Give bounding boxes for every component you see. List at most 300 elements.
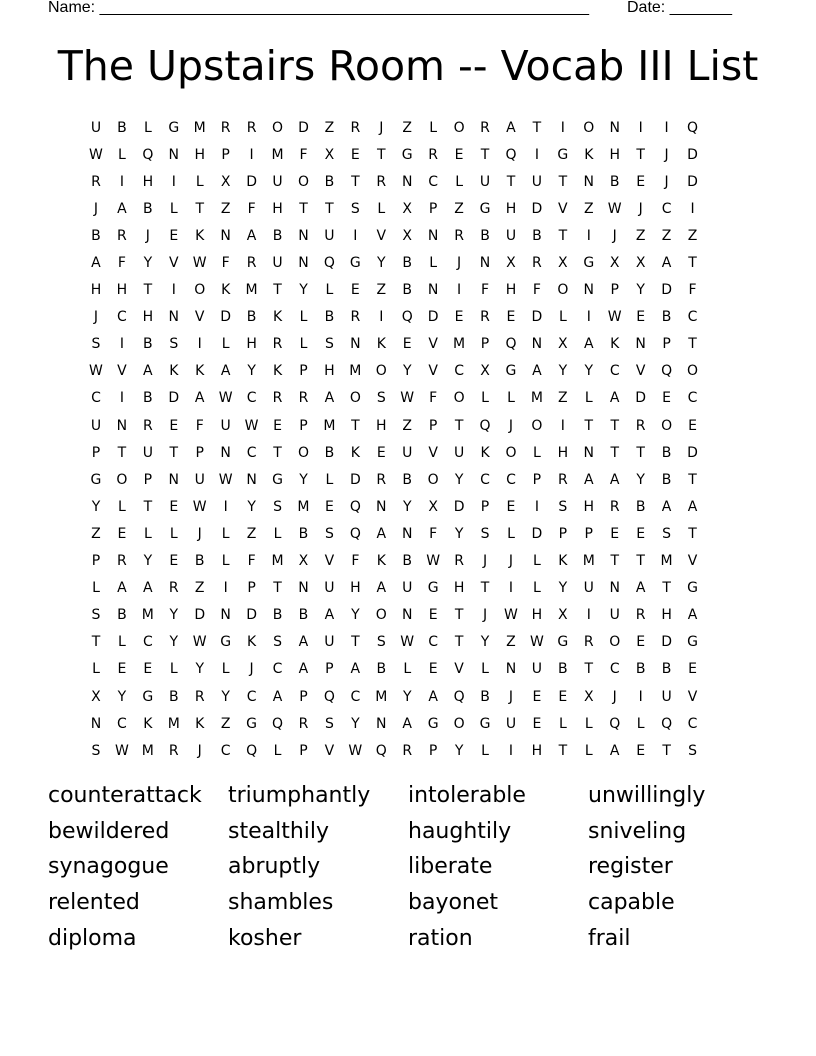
- grid-letter[interactable]: K: [272, 363, 283, 380]
- grid-letter[interactable]: P: [299, 363, 308, 380]
- grid-letter[interactable]: G: [427, 715, 439, 732]
- grid-letter[interactable]: U: [142, 444, 153, 461]
- grid-letter[interactable]: N: [116, 417, 128, 434]
- grid-letter[interactable]: W: [114, 742, 129, 759]
- grid-letter[interactable]: N: [635, 336, 646, 353]
- grid-letter[interactable]: E: [324, 498, 334, 515]
- grid-letter[interactable]: C: [480, 471, 490, 488]
- grid-letter[interactable]: C: [142, 634, 153, 651]
- grid-letter[interactable]: L: [143, 525, 152, 542]
- grid-letter[interactable]: T: [584, 417, 594, 434]
- grid-letter[interactable]: E: [117, 661, 127, 678]
- grid-letter[interactable]: X: [558, 255, 568, 272]
- grid-letter[interactable]: E: [506, 498, 516, 515]
- grid-letter[interactable]: O: [531, 417, 543, 434]
- grid-letter[interactable]: T: [688, 525, 697, 542]
- grid-letter[interactable]: B: [532, 227, 542, 244]
- grid-letter[interactable]: G: [557, 634, 569, 651]
- grid-letter[interactable]: O: [427, 471, 439, 488]
- grid-letter[interactable]: B: [609, 173, 620, 190]
- grid-letter[interactable]: Z: [91, 525, 101, 542]
- grid-letter[interactable]: P: [662, 336, 671, 353]
- grid-letter[interactable]: B: [324, 309, 335, 326]
- grid-letter[interactable]: R: [376, 173, 387, 190]
- grid-letter[interactable]: Y: [351, 607, 360, 624]
- grid-letter[interactable]: X: [298, 553, 309, 570]
- grid-letter[interactable]: C: [91, 390, 101, 407]
- grid-letter[interactable]: E: [532, 688, 542, 705]
- grid-letter[interactable]: B: [661, 471, 672, 488]
- grid-letter[interactable]: R: [350, 119, 361, 136]
- grid-letter[interactable]: S: [324, 715, 334, 732]
- grid-letter[interactable]: E: [688, 417, 697, 434]
- grid-letter[interactable]: C: [246, 688, 257, 705]
- grid-letter[interactable]: R: [454, 553, 464, 570]
- grid-letter[interactable]: N: [583, 282, 595, 299]
- grid-letter[interactable]: E: [117, 525, 127, 542]
- grid-letter[interactable]: F: [351, 553, 360, 570]
- grid-letter[interactable]: D: [168, 390, 180, 407]
- grid-letter[interactable]: R: [454, 227, 464, 244]
- grid-letter[interactable]: W: [192, 498, 207, 515]
- grid-letter[interactable]: W: [89, 363, 103, 380]
- grid-letter[interactable]: X: [402, 200, 413, 217]
- grid-letter[interactable]: W: [400, 634, 415, 651]
- grid-letter[interactable]: S: [350, 200, 360, 217]
- grid-letter[interactable]: K: [195, 363, 205, 380]
- grid-letter[interactable]: R: [298, 715, 309, 732]
- grid-letter[interactable]: W: [529, 634, 544, 651]
- grid-letter[interactable]: M: [582, 553, 595, 570]
- grid-letter[interactable]: X: [583, 688, 594, 705]
- grid-letter[interactable]: T: [117, 444, 127, 461]
- grid-letter[interactable]: R: [480, 309, 490, 326]
- grid-letter[interactable]: L: [169, 661, 178, 678]
- grid-letter[interactable]: O: [194, 282, 206, 299]
- grid-letter[interactable]: B: [558, 661, 568, 678]
- grid-letter[interactable]: J: [457, 255, 462, 272]
- grid-letter[interactable]: A: [635, 580, 646, 597]
- grid-letter[interactable]: J: [379, 119, 384, 136]
- grid-letter[interactable]: Q: [323, 255, 335, 272]
- grid-letter[interactable]: U: [194, 471, 205, 488]
- grid-letter[interactable]: X: [558, 607, 568, 624]
- grid-letter[interactable]: S: [480, 525, 490, 542]
- grid-letter[interactable]: P: [247, 580, 256, 597]
- grid-letter[interactable]: B: [117, 607, 127, 624]
- grid-letter[interactable]: L: [533, 553, 541, 570]
- grid-letter[interactable]: T: [558, 742, 568, 759]
- grid-letter[interactable]: N: [401, 525, 413, 542]
- grid-letter[interactable]: C: [687, 390, 698, 407]
- grid-letter[interactable]: C: [246, 444, 257, 461]
- grid-letter[interactable]: T: [169, 444, 179, 461]
- grid-letter[interactable]: Z: [402, 417, 413, 434]
- grid-letter[interactable]: A: [194, 390, 205, 407]
- grid-letter[interactable]: U: [583, 580, 594, 597]
- grid-letter[interactable]: T: [195, 200, 204, 217]
- grid-letter[interactable]: T: [506, 173, 516, 190]
- grid-letter[interactable]: J: [197, 742, 202, 759]
- grid-letter[interactable]: J: [508, 553, 514, 570]
- grid-letter[interactable]: A: [376, 580, 387, 597]
- grid-letter[interactable]: P: [221, 146, 230, 163]
- grid-letter[interactable]: E: [350, 146, 360, 163]
- grid-letter[interactable]: Q: [661, 715, 673, 732]
- grid-letter[interactable]: V: [168, 255, 179, 272]
- grid-letter[interactable]: B: [194, 553, 205, 570]
- grid-letter[interactable]: A: [661, 498, 672, 515]
- grid-letter[interactable]: T: [584, 661, 594, 678]
- grid-letter[interactable]: L: [169, 525, 178, 542]
- grid-letter[interactable]: L: [507, 525, 515, 542]
- grid-letter[interactable]: P: [299, 417, 308, 434]
- grid-letter[interactable]: X: [324, 146, 335, 163]
- grid-letter[interactable]: Z: [246, 525, 257, 542]
- grid-letter[interactable]: R: [272, 336, 283, 353]
- grid-letter[interactable]: L: [403, 661, 412, 678]
- grid-letter[interactable]: F: [481, 282, 490, 299]
- grid-letter[interactable]: S: [169, 336, 179, 353]
- grid-letter[interactable]: C: [220, 742, 231, 759]
- grid-letter[interactable]: B: [480, 688, 490, 705]
- grid-letter[interactable]: D: [246, 173, 257, 190]
- grid-letter[interactable]: E: [169, 553, 179, 570]
- grid-letter[interactable]: P: [532, 471, 542, 488]
- grid-letter[interactable]: T: [558, 227, 568, 244]
- grid-letter[interactable]: W: [426, 553, 441, 570]
- grid-letter[interactable]: T: [454, 417, 464, 434]
- grid-letter[interactable]: X: [91, 688, 101, 705]
- grid-letter[interactable]: A: [272, 688, 283, 705]
- grid-letter[interactable]: L: [481, 390, 489, 407]
- grid-letter[interactable]: B: [143, 390, 153, 407]
- grid-letter[interactable]: U: [453, 444, 465, 461]
- grid-letter[interactable]: A: [350, 661, 361, 678]
- grid-letter[interactable]: H: [272, 200, 283, 217]
- grid-letter[interactable]: E: [169, 498, 179, 515]
- grid-letter[interactable]: Y: [117, 688, 127, 705]
- grid-letter[interactable]: L: [584, 742, 593, 759]
- grid-letter[interactable]: Y: [558, 363, 568, 380]
- grid-letter[interactable]: K: [350, 444, 360, 461]
- grid-letter[interactable]: Y: [143, 255, 153, 272]
- grid-letter[interactable]: T: [636, 146, 645, 163]
- grid-letter[interactable]: I: [638, 119, 643, 136]
- grid-letter[interactable]: L: [221, 553, 230, 570]
- grid-letter[interactable]: E: [169, 417, 179, 434]
- grid-letter[interactable]: A: [402, 715, 412, 732]
- grid-letter[interactable]: A: [687, 498, 698, 515]
- grid-letter[interactable]: T: [688, 336, 697, 353]
- grid-letter[interactable]: A: [506, 119, 516, 136]
- grid-letter[interactable]: M: [271, 553, 284, 570]
- grid-letter[interactable]: N: [609, 119, 620, 136]
- grid-letter[interactable]: N: [505, 661, 517, 678]
- grid-letter[interactable]: L: [533, 580, 541, 597]
- grid-letter[interactable]: Y: [221, 688, 230, 705]
- grid-letter[interactable]: I: [119, 173, 124, 190]
- grid-letter[interactable]: M: [271, 146, 284, 163]
- grid-letter[interactable]: F: [247, 553, 256, 570]
- grid-letter[interactable]: R: [117, 227, 127, 244]
- grid-letter[interactable]: D: [246, 607, 257, 624]
- grid-letter[interactable]: Q: [272, 715, 284, 732]
- grid-letter[interactable]: U: [90, 417, 102, 434]
- grid-letter[interactable]: U: [90, 119, 102, 136]
- grid-letter[interactable]: K: [195, 715, 205, 732]
- grid-letter[interactable]: B: [298, 525, 309, 542]
- grid-letter[interactable]: B: [168, 688, 179, 705]
- grid-letter[interactable]: L: [299, 336, 308, 353]
- grid-letter[interactable]: K: [480, 444, 490, 461]
- grid-letter[interactable]: C: [506, 471, 516, 488]
- grid-letter[interactable]: K: [376, 336, 386, 353]
- grid-letter[interactable]: T: [91, 634, 101, 651]
- grid-letter[interactable]: N: [350, 336, 361, 353]
- grid-letter[interactable]: K: [143, 715, 153, 732]
- grid-letter[interactable]: R: [532, 255, 542, 272]
- grid-letter[interactable]: K: [195, 227, 205, 244]
- grid-letter[interactable]: M: [453, 336, 466, 353]
- grid-letter[interactable]: A: [91, 255, 101, 272]
- grid-letter[interactable]: I: [223, 580, 228, 597]
- grid-letter[interactable]: N: [90, 715, 102, 732]
- grid-letter[interactable]: R: [194, 688, 205, 705]
- grid-letter[interactable]: Z: [454, 200, 464, 217]
- grid-letter[interactable]: O: [116, 471, 128, 488]
- grid-letter[interactable]: U: [220, 417, 231, 434]
- grid-letter[interactable]: B: [272, 227, 283, 244]
- grid-letter[interactable]: I: [690, 200, 695, 217]
- grid-letter[interactable]: J: [482, 607, 488, 624]
- grid-letter[interactable]: P: [428, 742, 438, 759]
- grid-letter[interactable]: M: [141, 742, 154, 759]
- grid-letter[interactable]: F: [195, 417, 204, 434]
- grid-letter[interactable]: E: [610, 525, 620, 542]
- grid-letter[interactable]: A: [246, 227, 257, 244]
- grid-letter[interactable]: H: [505, 282, 517, 299]
- grid-letter[interactable]: R: [402, 742, 413, 759]
- grid-letter[interactable]: N: [220, 607, 231, 624]
- grid-letter[interactable]: Q: [479, 417, 491, 434]
- grid-letter[interactable]: L: [118, 498, 126, 515]
- grid-letter[interactable]: E: [454, 146, 464, 163]
- grid-letter[interactable]: C: [687, 715, 698, 732]
- grid-letter[interactable]: U: [272, 173, 283, 190]
- grid-letter[interactable]: H: [324, 363, 335, 380]
- grid-letter[interactable]: E: [558, 688, 568, 705]
- grid-letter[interactable]: Z: [687, 227, 698, 244]
- grid-letter[interactable]: D: [453, 498, 465, 515]
- grid-letter[interactable]: H: [142, 173, 154, 190]
- grid-letter[interactable]: R: [480, 119, 490, 136]
- grid-letter[interactable]: O: [297, 173, 309, 190]
- grid-letter[interactable]: O: [453, 390, 465, 407]
- grid-letter[interactable]: G: [90, 471, 102, 488]
- grid-letter[interactable]: X: [609, 255, 620, 272]
- grid-letter[interactable]: B: [298, 607, 309, 624]
- grid-letter[interactable]: C: [454, 363, 464, 380]
- grid-letter[interactable]: R: [272, 390, 283, 407]
- grid-letter[interactable]: P: [480, 336, 490, 353]
- grid-letter[interactable]: K: [558, 553, 568, 570]
- grid-letter[interactable]: Z: [558, 390, 568, 407]
- grid-letter[interactable]: I: [586, 607, 591, 624]
- grid-letter[interactable]: S: [558, 498, 568, 515]
- grid-letter[interactable]: Y: [377, 255, 386, 272]
- grid-letter[interactable]: Y: [636, 282, 645, 299]
- grid-letter[interactable]: G: [687, 634, 698, 651]
- grid-letter[interactable]: A: [324, 607, 335, 624]
- grid-letter[interactable]: I: [171, 282, 176, 299]
- grid-letter[interactable]: Y: [143, 553, 153, 570]
- grid-letter[interactable]: I: [586, 309, 591, 326]
- grid-letter[interactable]: V: [428, 444, 438, 461]
- grid-letter[interactable]: R: [635, 417, 646, 434]
- grid-letter[interactable]: U: [402, 444, 413, 461]
- grid-letter[interactable]: B: [376, 661, 387, 678]
- grid-letter[interactable]: P: [428, 417, 438, 434]
- grid-letter[interactable]: B: [661, 309, 672, 326]
- grid-letter[interactable]: M: [297, 498, 310, 515]
- grid-letter[interactable]: G: [272, 471, 283, 488]
- grid-letter[interactable]: K: [610, 336, 620, 353]
- grid-letter[interactable]: A: [428, 688, 438, 705]
- grid-letter[interactable]: P: [480, 498, 490, 515]
- grid-letter[interactable]: I: [119, 336, 124, 353]
- grid-letter[interactable]: M: [193, 119, 206, 136]
- grid-letter[interactable]: L: [481, 742, 489, 759]
- grid-letter[interactable]: B: [661, 661, 672, 678]
- grid-letter[interactable]: H: [531, 742, 543, 759]
- grid-letter[interactable]: B: [143, 200, 153, 217]
- grid-letter[interactable]: S: [91, 607, 101, 624]
- grid-letter[interactable]: D: [687, 444, 698, 461]
- grid-letter[interactable]: Q: [661, 363, 673, 380]
- grid-letter[interactable]: L: [92, 580, 100, 597]
- grid-letter[interactable]: P: [91, 553, 101, 570]
- grid-letter[interactable]: K: [169, 363, 179, 380]
- grid-letter[interactable]: G: [583, 255, 595, 272]
- grid-letter[interactable]: L: [92, 661, 100, 678]
- grid-letter[interactable]: Q: [505, 146, 517, 163]
- grid-letter[interactable]: G: [349, 255, 361, 272]
- grid-letter[interactable]: I: [508, 580, 514, 597]
- grid-letter[interactable]: S: [273, 498, 282, 515]
- grid-letter[interactable]: Y: [636, 471, 645, 488]
- grid-letter[interactable]: S: [273, 634, 282, 651]
- grid-letter[interactable]: S: [91, 336, 101, 353]
- grid-letter[interactable]: G: [220, 634, 232, 651]
- grid-letter[interactable]: O: [609, 634, 621, 651]
- grid-letter[interactable]: L: [558, 309, 567, 326]
- grid-letter[interactable]: L: [273, 742, 282, 759]
- grid-letter[interactable]: J: [93, 309, 99, 326]
- grid-letter[interactable]: D: [298, 119, 309, 136]
- grid-letter[interactable]: L: [325, 471, 334, 488]
- grid-letter[interactable]: Y: [299, 471, 308, 488]
- grid-letter[interactable]: V: [324, 742, 335, 759]
- grid-letter[interactable]: T: [610, 444, 619, 461]
- grid-letter[interactable]: Q: [246, 742, 258, 759]
- grid-letter[interactable]: C: [350, 688, 361, 705]
- grid-letter[interactable]: R: [583, 634, 594, 651]
- grid-letter[interactable]: G: [479, 200, 491, 217]
- grid-letter[interactable]: Q: [349, 525, 361, 542]
- grid-letter[interactable]: J: [638, 200, 643, 217]
- grid-letter[interactable]: O: [453, 119, 465, 136]
- grid-letter[interactable]: V: [558, 200, 568, 217]
- grid-letter[interactable]: N: [531, 336, 543, 353]
- grid-letter[interactable]: E: [454, 309, 464, 326]
- grid-letter[interactable]: N: [427, 282, 439, 299]
- grid-letter[interactable]: J: [197, 525, 202, 542]
- grid-letter[interactable]: R: [635, 607, 646, 624]
- grid-letter[interactable]: H: [376, 417, 387, 434]
- grid-letter[interactable]: R: [557, 471, 568, 488]
- grid-letter[interactable]: F: [221, 255, 230, 272]
- grid-letter[interactable]: L: [584, 390, 593, 407]
- grid-letter[interactable]: Y: [558, 580, 568, 597]
- grid-letter[interactable]: E: [273, 417, 282, 434]
- grid-letter[interactable]: T: [143, 498, 153, 515]
- grid-letter[interactable]: L: [221, 661, 230, 678]
- grid-letter[interactable]: W: [607, 309, 622, 326]
- grid-letter[interactable]: X: [635, 255, 646, 272]
- grid-letter[interactable]: M: [349, 363, 362, 380]
- grid-letter[interactable]: R: [298, 390, 309, 407]
- grid-letter[interactable]: I: [534, 146, 539, 163]
- grid-letter[interactable]: T: [480, 146, 490, 163]
- grid-letter[interactable]: Z: [220, 715, 231, 732]
- grid-letter[interactable]: V: [454, 661, 464, 678]
- grid-letter[interactable]: L: [481, 661, 489, 678]
- grid-letter[interactable]: R: [428, 146, 439, 163]
- grid-letter[interactable]: Y: [454, 525, 464, 542]
- grid-letter[interactable]: S: [688, 742, 697, 759]
- grid-letter[interactable]: Q: [453, 688, 465, 705]
- grid-letter[interactable]: U: [402, 580, 413, 597]
- grid-letter[interactable]: Z: [220, 200, 231, 217]
- grid-letter[interactable]: L: [195, 173, 204, 190]
- grid-letter[interactable]: W: [218, 390, 233, 407]
- date-field[interactable]: Date: _______: [627, 0, 732, 16]
- grid-letter[interactable]: P: [584, 525, 593, 542]
- grid-letter[interactable]: P: [428, 200, 438, 217]
- grid-letter[interactable]: I: [353, 227, 358, 244]
- grid-letter[interactable]: T: [325, 200, 334, 217]
- grid-letter[interactable]: V: [687, 553, 698, 570]
- grid-letter[interactable]: R: [350, 309, 361, 326]
- grid-letter[interactable]: D: [661, 634, 672, 651]
- grid-letter[interactable]: D: [531, 309, 543, 326]
- grid-letter[interactable]: F: [117, 255, 126, 272]
- grid-letter[interactable]: Y: [169, 634, 179, 651]
- grid-letter[interactable]: D: [687, 146, 698, 163]
- grid-letter[interactable]: D: [531, 200, 543, 217]
- grid-letter[interactable]: N: [168, 146, 180, 163]
- grid-letter[interactable]: W: [89, 146, 103, 163]
- grid-letter[interactable]: I: [664, 119, 669, 136]
- grid-letter[interactable]: Z: [506, 634, 516, 651]
- grid-letter[interactable]: P: [195, 444, 204, 461]
- grid-letter[interactable]: D: [194, 607, 206, 624]
- grid-letter[interactable]: B: [635, 661, 646, 678]
- grid-letter[interactable]: Z: [194, 580, 205, 597]
- grid-letter[interactable]: P: [91, 444, 101, 461]
- grid-letter[interactable]: K: [247, 634, 257, 651]
